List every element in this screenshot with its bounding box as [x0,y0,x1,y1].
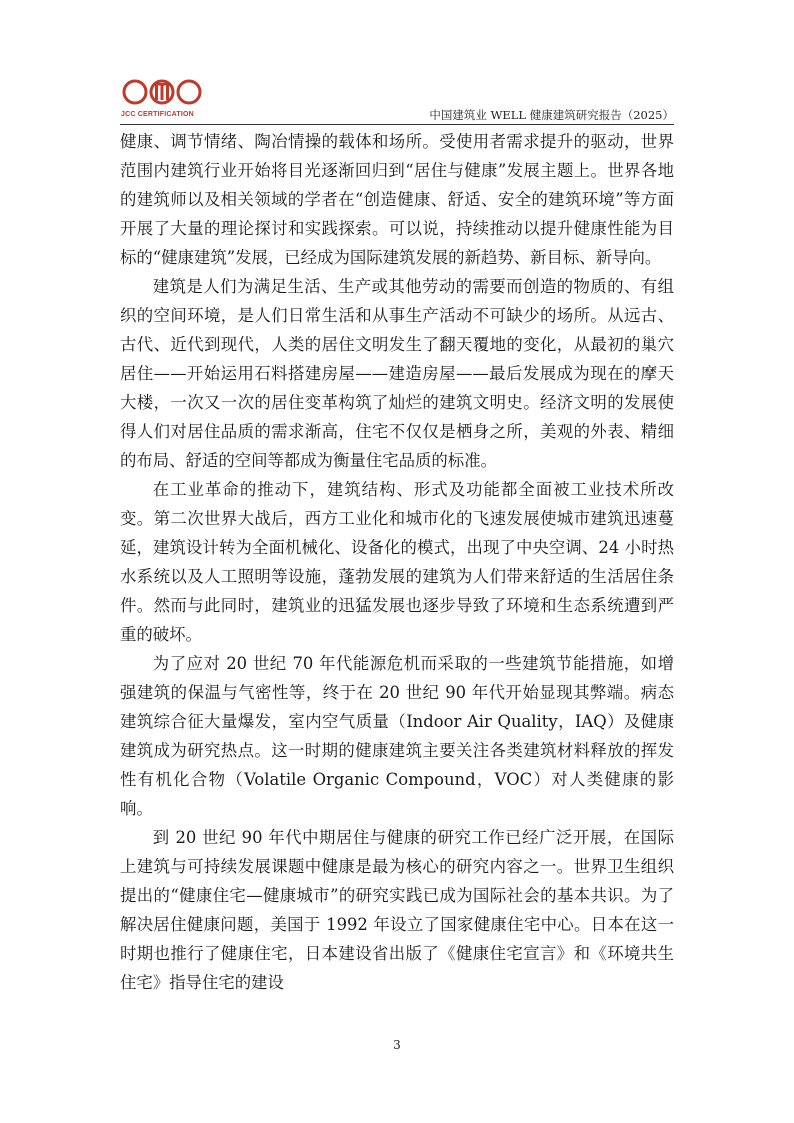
body-text [120,127,674,997]
header-divider [120,124,674,125]
report-title: 中国建筑业 WELL 健康建筑研究报告（2025） [429,108,674,122]
paragraph: 到 20 世纪 90 年代中期居住与健康的研究工作已经广泛开展，在国际上建筑与可持续发展课题中健康是最为核心的研究内容之一。世界卫生组织提出的“健康住宅—健康城市”的研究实践已成为国际社会的基本共识。为了解决居住健康问题，美国于 1992 年设立了国家健康住宅中心。日本在这一时期也推行了健康住宅，日本建设省出版了《健康住宅宣言》和《环境共生住宅》指导住宅的建设 [120,828,674,992]
jcc-logo [122,74,202,110]
paragraph: 健康、调节情绪、陶冶情操的载体和场所。受使用者需求提升的驱动，世界范围内建筑行业开始将目光逐渐回归到“居住与健康”发展主题上。世界各地的建筑师以及相关领域的学者在“创造健康、舒适、安全的建筑环境”等方面开展了大量的理论探讨和实践探索。可以说，持续推动以提升健康性能为目标的“健康建筑”发展，已经成为国际建筑发展的新趋势、新目标、新导向。 [120,132,674,267]
paragraph: 在工业革命的推动下，建筑结构、形式及功能都全面被工业技术所改变。第二次世界大战后，西方工业化和城市化的飞速发展使城市建筑迅速蔓延，建筑设计转为全面机械化、设备化的模式，出现了中央空调、24 小时热水系统以及人工照明等设施，蓬勃发展的建筑为人们带来舒适的生活居住条件。然而与此同时，建筑业的迅猛发展也逐步导致了环境和生态系统遭到严重的破坏。 [120,480,674,644]
paragraph: 为了应对 20 世纪 70 年代能源危机而采取的一些建筑节能措施，如增强建筑的保温与气密性等，终于在 20 世纪 90 年代开始显现其弊端。病态建筑综合征大量爆发，室内空气质量（Indoor Air Quality，IAQ）及健康建筑成为研究热点。这一时期的健康建筑主要关注各类建筑材料释放的挥发性有机化合物（Volatile Organic Compound，VOC）对人类健康的影响。 [120,654,674,818]
page-number: 3 [393,1038,401,1052]
paragraph: 建筑是人们为满足生活、生产或其他劳动的需要而创造的物质的、有组织的空间环境，是人们日常生活和从事生产活动不可缺少的场所。从远古、古代、近代到现代，人类的居住文明发生了翻天覆地的变化，从最初的巢穴居住——开始运用石料搭建房屋——建造房屋——最后发展成为现在的摩天大楼，一次又一次的居住变革构筑了灿烂的建筑文明史。经济文明的发展使得人们对居住品质的需求渐高，住宅不仅仅是栖身之所，美观的外表、精细的布局、舒适的空间等都成为衡量住宅品质的标准。 [120,277,674,470]
logo-text: JCC CERTIFICATION [121,111,194,118]
